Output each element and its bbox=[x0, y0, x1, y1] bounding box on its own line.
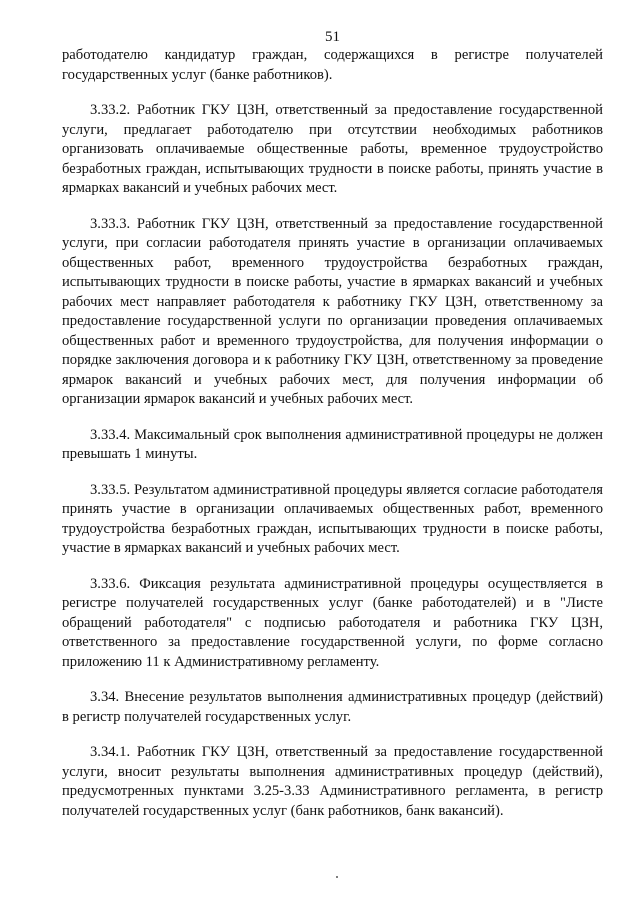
paragraph-3-33-3: 3.33.3. Работник ГКУ ЦЗН, ответственный за предоставление государственной услуги, при согласии работодателя принять участие в организации оплачиваемых общественных работ, временного трудоустройства безработных граждан, испытывающих трудности в поиске работы, участие в ярмарках вакансий и учебных рабочих мест направляет работодателя к работнику ГКУ ЦЗН, ответственному за предоставление государственной услуги по организации проведения оплачиваемых общественных работ и временного трудоустройства, для получения информации о порядке заключения договора и к работнику ГКУ ЦЗН, ответственному за проведение ярмарок вакансий и учебных рабочих мест, для получения информации об организации ярмарок вакансий и учебных рабочих мест. bbox=[62, 215, 603, 407]
document-body bbox=[62, 46, 603, 837]
paragraph-continuation: работодателю кандидатур граждан, содержащихся в регистре получателей государственных услуг (банке работников). bbox=[62, 47, 603, 83]
scan-speck bbox=[336, 876, 338, 878]
paragraph-3-33-6: 3.33.6. Фиксация результата административной процедуры осуществляется в регистре получателей государственных услуг (банке работодателей) и в "Листе обращений работодателя" с подписью работодателя и работника ГКУ ЦЗН, ответственного за предоставление государственной услуги, по форме согласно приложению 11 к Административному регламенту. bbox=[62, 575, 603, 670]
paragraph-3-33-2: 3.33.2. Работник ГКУ ЦЗН, ответственный за предоставление государственной услуги, предлагает работодателю при отсутствии необходимых работников организовать оплачиваемые общественные работы, временное трудоустройство безработных граждан, испытывающих трудности в поиске работы, принять участие в ярмарках вакансий и учебных рабочих мест. bbox=[62, 102, 603, 196]
paragraph-3-33-4: 3.33.4. Максимальный срок выполнения административной процедуры не должен превышать 1 минуты. bbox=[62, 426, 603, 462]
page-number: 51 bbox=[325, 29, 340, 45]
paragraph-3-34-1: 3.34.1. Работник ГКУ ЦЗН, ответственный за предоставление государственной услуги, вносит результаты выполнения административных процедур (действий), предусмотренных пунктами 3.25-3.33 Административного регламента, в регистр получателей государственных услуг (банк работников, банк вакансий). bbox=[62, 744, 603, 819]
document-page bbox=[62, 0, 603, 905]
paragraph-3-33-5: 3.33.5. Результатом административной процедуры является согласие работодателя принять участие в организации оплачиваемых общественных работ, временного трудоустройства безработных граждан, испытывающих трудности в поиске работы, участие в ярмарках вакансий и учебных рабочих мест. bbox=[62, 481, 603, 556]
paragraph-3-34: 3.34. Внесение результатов выполнения административных процедур (действий) в регистр получателей государственных услуг. bbox=[62, 689, 603, 725]
